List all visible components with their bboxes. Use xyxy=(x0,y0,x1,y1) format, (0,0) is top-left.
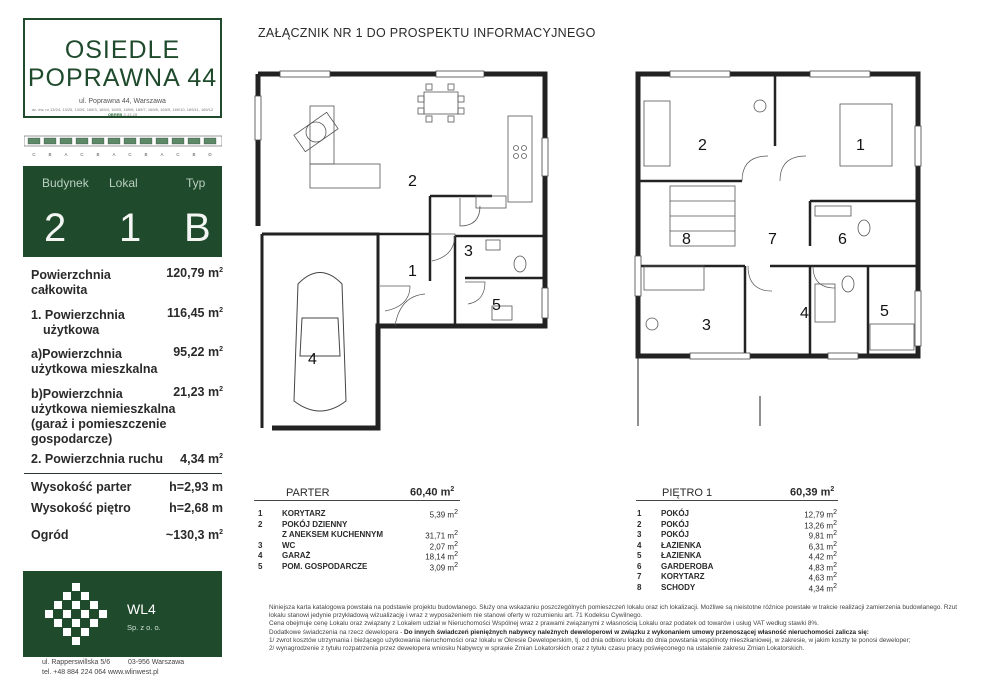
total-area-label: Powierzchnia całkowita xyxy=(31,268,111,297)
strip-label: B xyxy=(48,152,52,157)
room-area: 12,79 $m^2$ xyxy=(804,509,837,520)
strip-label: B xyxy=(192,152,196,157)
first-room-row xyxy=(637,562,837,573)
room-area: 3,09 $m^2$ xyxy=(429,561,458,573)
circulation-area-value: 4,34 $m^2$ xyxy=(180,452,223,466)
ground-room-row xyxy=(258,541,458,552)
strip-label: B xyxy=(96,152,100,157)
room-name: ŁAZIENKA xyxy=(661,551,702,560)
type-label: Typ xyxy=(186,176,206,190)
divider xyxy=(24,473,222,474)
strip-label: C xyxy=(128,152,132,157)
district-value: 3-13-16 xyxy=(123,112,138,117)
strip-label: A xyxy=(160,152,164,157)
ground-floor-plan xyxy=(250,56,550,436)
ff-room-label-8: 8 xyxy=(682,231,691,248)
room-name: POKÓJ DZIENNY xyxy=(282,519,348,529)
room-number: 2 xyxy=(258,519,263,529)
ground-floor-rooms-table xyxy=(258,509,458,572)
unit-value: 1 xyxy=(119,206,142,250)
room-number: 7 xyxy=(637,572,642,581)
room-name: SCHODY xyxy=(661,582,696,592)
room-name: KORYTARZ xyxy=(661,572,705,581)
room-area: 31,71 $m^2$ xyxy=(425,530,458,541)
room-area: 2,07 $m^2$ xyxy=(429,540,458,552)
project-name-line1: OSIEDLE xyxy=(64,36,181,64)
room-number: 5 xyxy=(637,551,642,560)
ground-room-row xyxy=(258,520,458,531)
strip-label: C xyxy=(80,152,84,157)
developer-suffix: Sp. z o. o. xyxy=(127,623,161,632)
strip-label: C xyxy=(176,152,180,157)
room-area: 5,39 $m^2$ xyxy=(429,509,458,520)
building-label: Budynek xyxy=(42,176,89,190)
ground-room-row xyxy=(258,551,458,562)
unit-label: Lokal xyxy=(109,176,138,190)
room-number: 6 xyxy=(637,561,642,571)
gf-room-label-4: 4 xyxy=(308,351,317,368)
first-room-row xyxy=(637,541,837,552)
room-name: Z ANEKSEM KUCHENNYM xyxy=(282,530,384,539)
developer-contact: tel. +48 884 224 064 www.wlinwest.pl xyxy=(42,669,159,676)
height-floor-label: Wysokość piętro xyxy=(31,501,131,515)
height-floor-value: h=2,68 m xyxy=(169,501,223,515)
room-area: 4,42 $m^2$ xyxy=(808,551,837,562)
room-name: GARAŻ xyxy=(282,551,311,560)
first-floor-plan xyxy=(630,56,930,436)
garden-label: Ogród xyxy=(31,528,69,542)
gf-room-label-2: 2 xyxy=(408,173,417,190)
gf-room-label-3: 3 xyxy=(464,243,473,260)
ff-room-label-3: 3 xyxy=(702,317,711,334)
first-floor-rooms-table xyxy=(637,509,837,593)
room-name: KORYTARZ xyxy=(282,509,326,518)
strip-label: D xyxy=(208,152,212,157)
room-number: 8 xyxy=(637,582,642,592)
nonresidential-area-label: b)Powierzchnia użytkowa niemieszkalna (garaż i pomieszczenie gospodarcze) xyxy=(31,387,176,446)
room-area: 4,34 $m^2$ xyxy=(808,582,837,594)
usable-area-label: 1. Powierzchnia użytkowa xyxy=(31,308,125,337)
first-room-row xyxy=(637,551,837,562)
room-name: POKÓJ xyxy=(661,509,690,518)
strip-label: A xyxy=(112,152,116,157)
disclaimer: Niniejsza karta katalogowa powstała na podstawie projektu budowlanego. Służy ona wskazaniu poszczególnych pomieszczeń lokalu oraz ich lokalizacji. Możliwe są nieistotne różnice powstałe w trakcie realizacji zamierzenia budowlanego. Rzut lokalu stanowi jedynie przykładową wizualizację i wraz z wyposażeniem nie stanowi oferty w rozumieniu art. 71 Kodeksu Cywilnego. Cena obejmuje cenę Lokalu oraz związany z Lokalem udział w Nieruchomości Wspólnej wraz z prawami związanymi z własnością Lokalu oraz podatek od towarów i usług VAT według stawki 8%. Dodatkowe świadczenia na rzecz dewelopera - Do innych świadczeń pieniężnych nabywcy należnych deweloperowi w związku z wykonaniem umowy przenoszącej własność nieruchomości zalicza się: 1/ zwrot kosztów utrzymania i bieżącego użytkowania nieruchomości oraz lokalu w Okresie Deweloperskim, tj. od dnia odbioru lokalu do dnia powstania wspólnoty mieszkaniowej, w zakresie, w jakim koszty te ponosi deweloper; 2/ wynagrodzenie z tytułu rozpatrzenia przez dewelopera wniosku Nabywcy w sprawie Zmian Lokatorskich oraz z tytułu czasu pracy poświęconego na ustalenie zakresu Zmian Lokatorskich. xyxy=(269,604,958,653)
room-number: 3 xyxy=(258,540,263,550)
ground-table-rule xyxy=(254,500,460,501)
first-room-row xyxy=(637,530,837,541)
room-number: 1 xyxy=(637,509,642,518)
ff-room-label-7: 7 xyxy=(768,231,777,248)
site-plan-strip xyxy=(24,132,222,162)
first-room-row xyxy=(637,520,837,531)
developer-logo-icon xyxy=(41,579,111,649)
ground-floor-title: PARTER xyxy=(286,487,330,499)
first-room-row xyxy=(637,509,837,520)
first-room-row xyxy=(637,572,837,583)
room-area: 13,26 $m^2$ xyxy=(804,519,837,531)
ff-room-label-5: 5 xyxy=(880,303,889,320)
ff-room-label-2: 2 xyxy=(698,137,707,154)
room-name: ŁAZIENKA xyxy=(661,540,702,550)
ff-room-label-1: 1 xyxy=(856,137,865,154)
ground-room-row xyxy=(258,562,458,573)
building-value: 2 xyxy=(44,206,67,250)
parcel-numbers: dz. ew. nr 13/24, 13/25, 13/26, 169/3, 169/4, 169/5, 169/6, 169/7, 169/8, 169/9, 169/10, 169/11, 169/12 xyxy=(31,107,214,112)
first-table-rule xyxy=(636,500,838,501)
first-floor-title: PIĘTRO 1 xyxy=(662,487,713,499)
room-area: 18,14 $m^2$ xyxy=(425,551,458,562)
strip-label: B xyxy=(144,152,148,157)
room-number: 2 xyxy=(637,519,642,529)
total-area-value: 120,79 $m^2$ xyxy=(166,266,223,280)
usable-area-value: 116,45 $m^2$ xyxy=(166,306,223,320)
first-floor-total: 60,39 $m^2$ xyxy=(790,486,835,499)
room-number: 1 xyxy=(258,509,263,518)
room-area: 4,63 $m^2$ xyxy=(808,572,837,583)
room-number: 4 xyxy=(258,551,263,560)
nonresidential-area-value: 21,23 $m^2$ xyxy=(173,385,223,399)
room-name: POM. GOSPODARCZE xyxy=(282,561,368,571)
developer-name: WL4 xyxy=(127,601,156,617)
type-value: B xyxy=(184,206,211,250)
room-name: WC xyxy=(282,540,296,550)
gf-room-label-5: 5 xyxy=(492,297,501,314)
unit-spec-box xyxy=(23,166,222,257)
strip-label: C xyxy=(32,152,36,157)
ground-room-row xyxy=(258,530,458,541)
project-address: ul. Poprawna 44, Warszawa xyxy=(79,98,166,105)
room-name: POKÓJ xyxy=(661,519,690,529)
gf-room-label-1: 1 xyxy=(408,263,417,280)
ff-room-label-6: 6 xyxy=(838,231,847,248)
first-room-row xyxy=(637,583,837,594)
strip-label: A xyxy=(64,152,68,157)
room-number: 4 xyxy=(637,540,642,550)
project-title-box xyxy=(23,18,222,118)
room-area: 6,31 $m^2$ xyxy=(808,540,837,552)
district-label: OBRĘB xyxy=(107,112,123,117)
height-ground-label: Wysokość parter xyxy=(31,480,132,494)
page-title: ZAŁĄCZNIK NR 1 DO PROSPEKTU INFORMACYJNEGO xyxy=(258,26,596,40)
developer-city: 03-956 Warszawa xyxy=(128,659,185,666)
room-name: GARDEROBA xyxy=(661,561,714,571)
residential-area-value: 95,22 $m^2$ xyxy=(173,345,223,359)
district xyxy=(25,112,220,117)
developer-box xyxy=(23,571,222,657)
project-name-line2: POPRAWNA 44 xyxy=(27,64,218,92)
circulation-area-label: 2. Powierzchnia ruchu xyxy=(31,452,163,466)
developer-street: ul. Rapperswillska 5/6 xyxy=(42,659,111,666)
ground-room-row xyxy=(258,509,458,520)
residential-area-label: a)Powierzchnia użytkowa mieszkalna xyxy=(31,347,158,376)
ground-floor-total: 60,40 $m^2$ xyxy=(410,486,455,499)
ff-room-label-4: 4 xyxy=(800,305,809,322)
room-area: 4,83 $m^2$ xyxy=(808,561,837,573)
room-name: POKÓJ xyxy=(661,530,690,539)
room-area: 9,81 $m^2$ xyxy=(808,530,837,541)
room-number: 3 xyxy=(637,530,642,539)
garden-value: ~130,3 $m^2$ xyxy=(165,528,223,542)
room-number: 5 xyxy=(258,561,263,571)
height-ground-value: h=2,93 m xyxy=(169,480,223,494)
